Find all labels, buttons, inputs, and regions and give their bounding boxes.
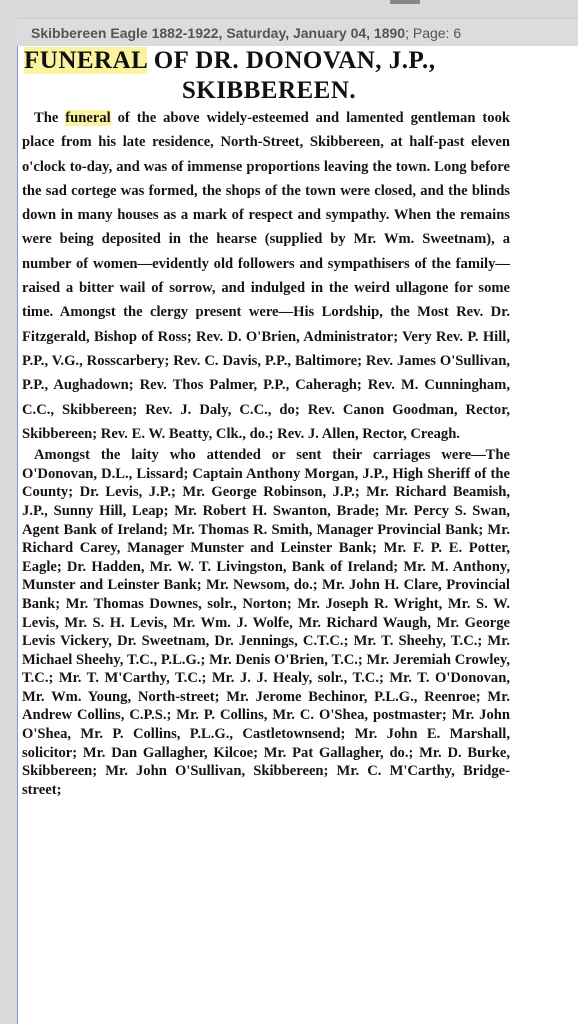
article-body-part-2: Amongst the laity who attended or sent their carriages were—The O'Donovan, D.L., Lissard; Captain Anthony Morgan, J.P., High Sheriff of the County; Dr. Levis, J.P.; Mr. George Robinson, J.P.; Mr. Richard Beamish, J.P., Sunny Hill, Leap; Mr. Robert H. Swanton, Brade; Mr. Percy S. Swan, Agent Bank of Ireland; Mr. Thomas R. Smith, Manager Provincial Bank; Mr. Richard Carey, Manager Munster and Leinster Bank; Mr. F. P. E. Potter, Eagle; Dr. Hadden, Mr. W. T. Livingston, Bank of Ireland; Mr. M. Anthony, Munster and Leinster Bank; Mr. Newsom, do.; Mr. John H. Clare, Provincial Bank; Mr. Thomas Downes, solr., Norton; Mr. Joseph R. Wright, Mr. S. W. Levis, Mr. S. H. Levis, Mr. Wm. J. Wolfe, Mr. Richard Waugh, Mr. George Levis Vickery, Dr. Sweetnam, Dr. Jennings, C.T.C.; Mr. T. Sheehy, T.C.; Mr. Michael Sheehy, T.C., P.L.G.; Mr. Denis O'Brien, T.C.; Mr. Jeremiah Crowley, T.C.; Mr. T. M'Carthy, T.C.; Mr. J. J. Healy, solr., T.C.; Mr. T. O'Donovan, Mr. Wm. Young, North-street; Mr. Jerome Bechinor, P.L.G., Reenroe; Mr. Andrew Collins, C.P.S.; Mr. P. Collins, Mr. C. O'Shea, postmaster; Mr. John O'Shea, Mr. P. Collins, P.L.G., Castletownsend; Mr. John E. Marshall, solicitor; Mr. Dan Gallagher, Kilcoe; Mr. Pat Gallagher, do.; Mr. D. Burke, Skibbereen; Mr. John O'Sullivan, Skibbereen; Mr. C. M'Carthy, Bridge-street; — [22, 447, 510, 798]
headline-rest: OF DR. DONOVAN, J.P., — [146, 47, 436, 74]
left-gutter — [0, 18, 17, 1024]
tab-notch — [390, 0, 420, 4]
article-headline — [24, 46, 514, 106]
citation-header — [17, 18, 578, 46]
search-highlight: funeral — [65, 110, 111, 126]
citation-source: Skibbereen Eagle 1882-1922, Saturday, January 04, 1890 — [31, 25, 406, 41]
citation-page: ; Page: 6 — [405, 25, 462, 41]
article-body — [22, 106, 510, 799]
search-highlight: FUNERAL — [24, 47, 147, 74]
headline-line-1 — [24, 46, 514, 76]
window-top-band — [0, 0, 578, 18]
headline-line-2: SKIBBEREEN. — [181, 77, 357, 104]
article-lead: The — [34, 110, 66, 126]
page-margin — [514, 46, 578, 1024]
newspaper-clipping — [17, 46, 578, 1024]
article-body-part-1: of the above widely-esteemed and lamented gentleman took place from his late residence, North-Street, Skibbereen, at half-past eleven o'clock to-day, and was of immense proportions leaving the town. Long before the sad cortege was formed, the shops of the town were closed, and the blinds down in many houses as a mark of respect and sympathy. When the remains were being deposited in the hearse (supplied by Mr. Wm. Sweetnam), a number of women—evidently old followers and sympathisers of the family—raised a bitter wail of sorrow, and indulged in the weird ullagone for some time. Amongst the clergy present were—His Lordship, the Most Rev. Dr. Fitzgerald, Bishop of Ross; Rev. D. O'Brien, Administrator; Very Rev. P. Hill, P.P., V.G., Rosscarbery; Rev. C. Davis, P.P., Baltimore; Rev. James O'Sullivan, P.P., Aughadown; Rev. Thos Palmer, P.P., Caheragh; Rev. M. Cunningham, C.C., Skibbereen; Rev. J. Daly, C.C., do; Rev. Canon Goodman, Rector, Skibbereen; Rev. E. W. Beatty, Clk., do.; Rev. J. Allen, Rector, Creagh. — [22, 110, 510, 442]
